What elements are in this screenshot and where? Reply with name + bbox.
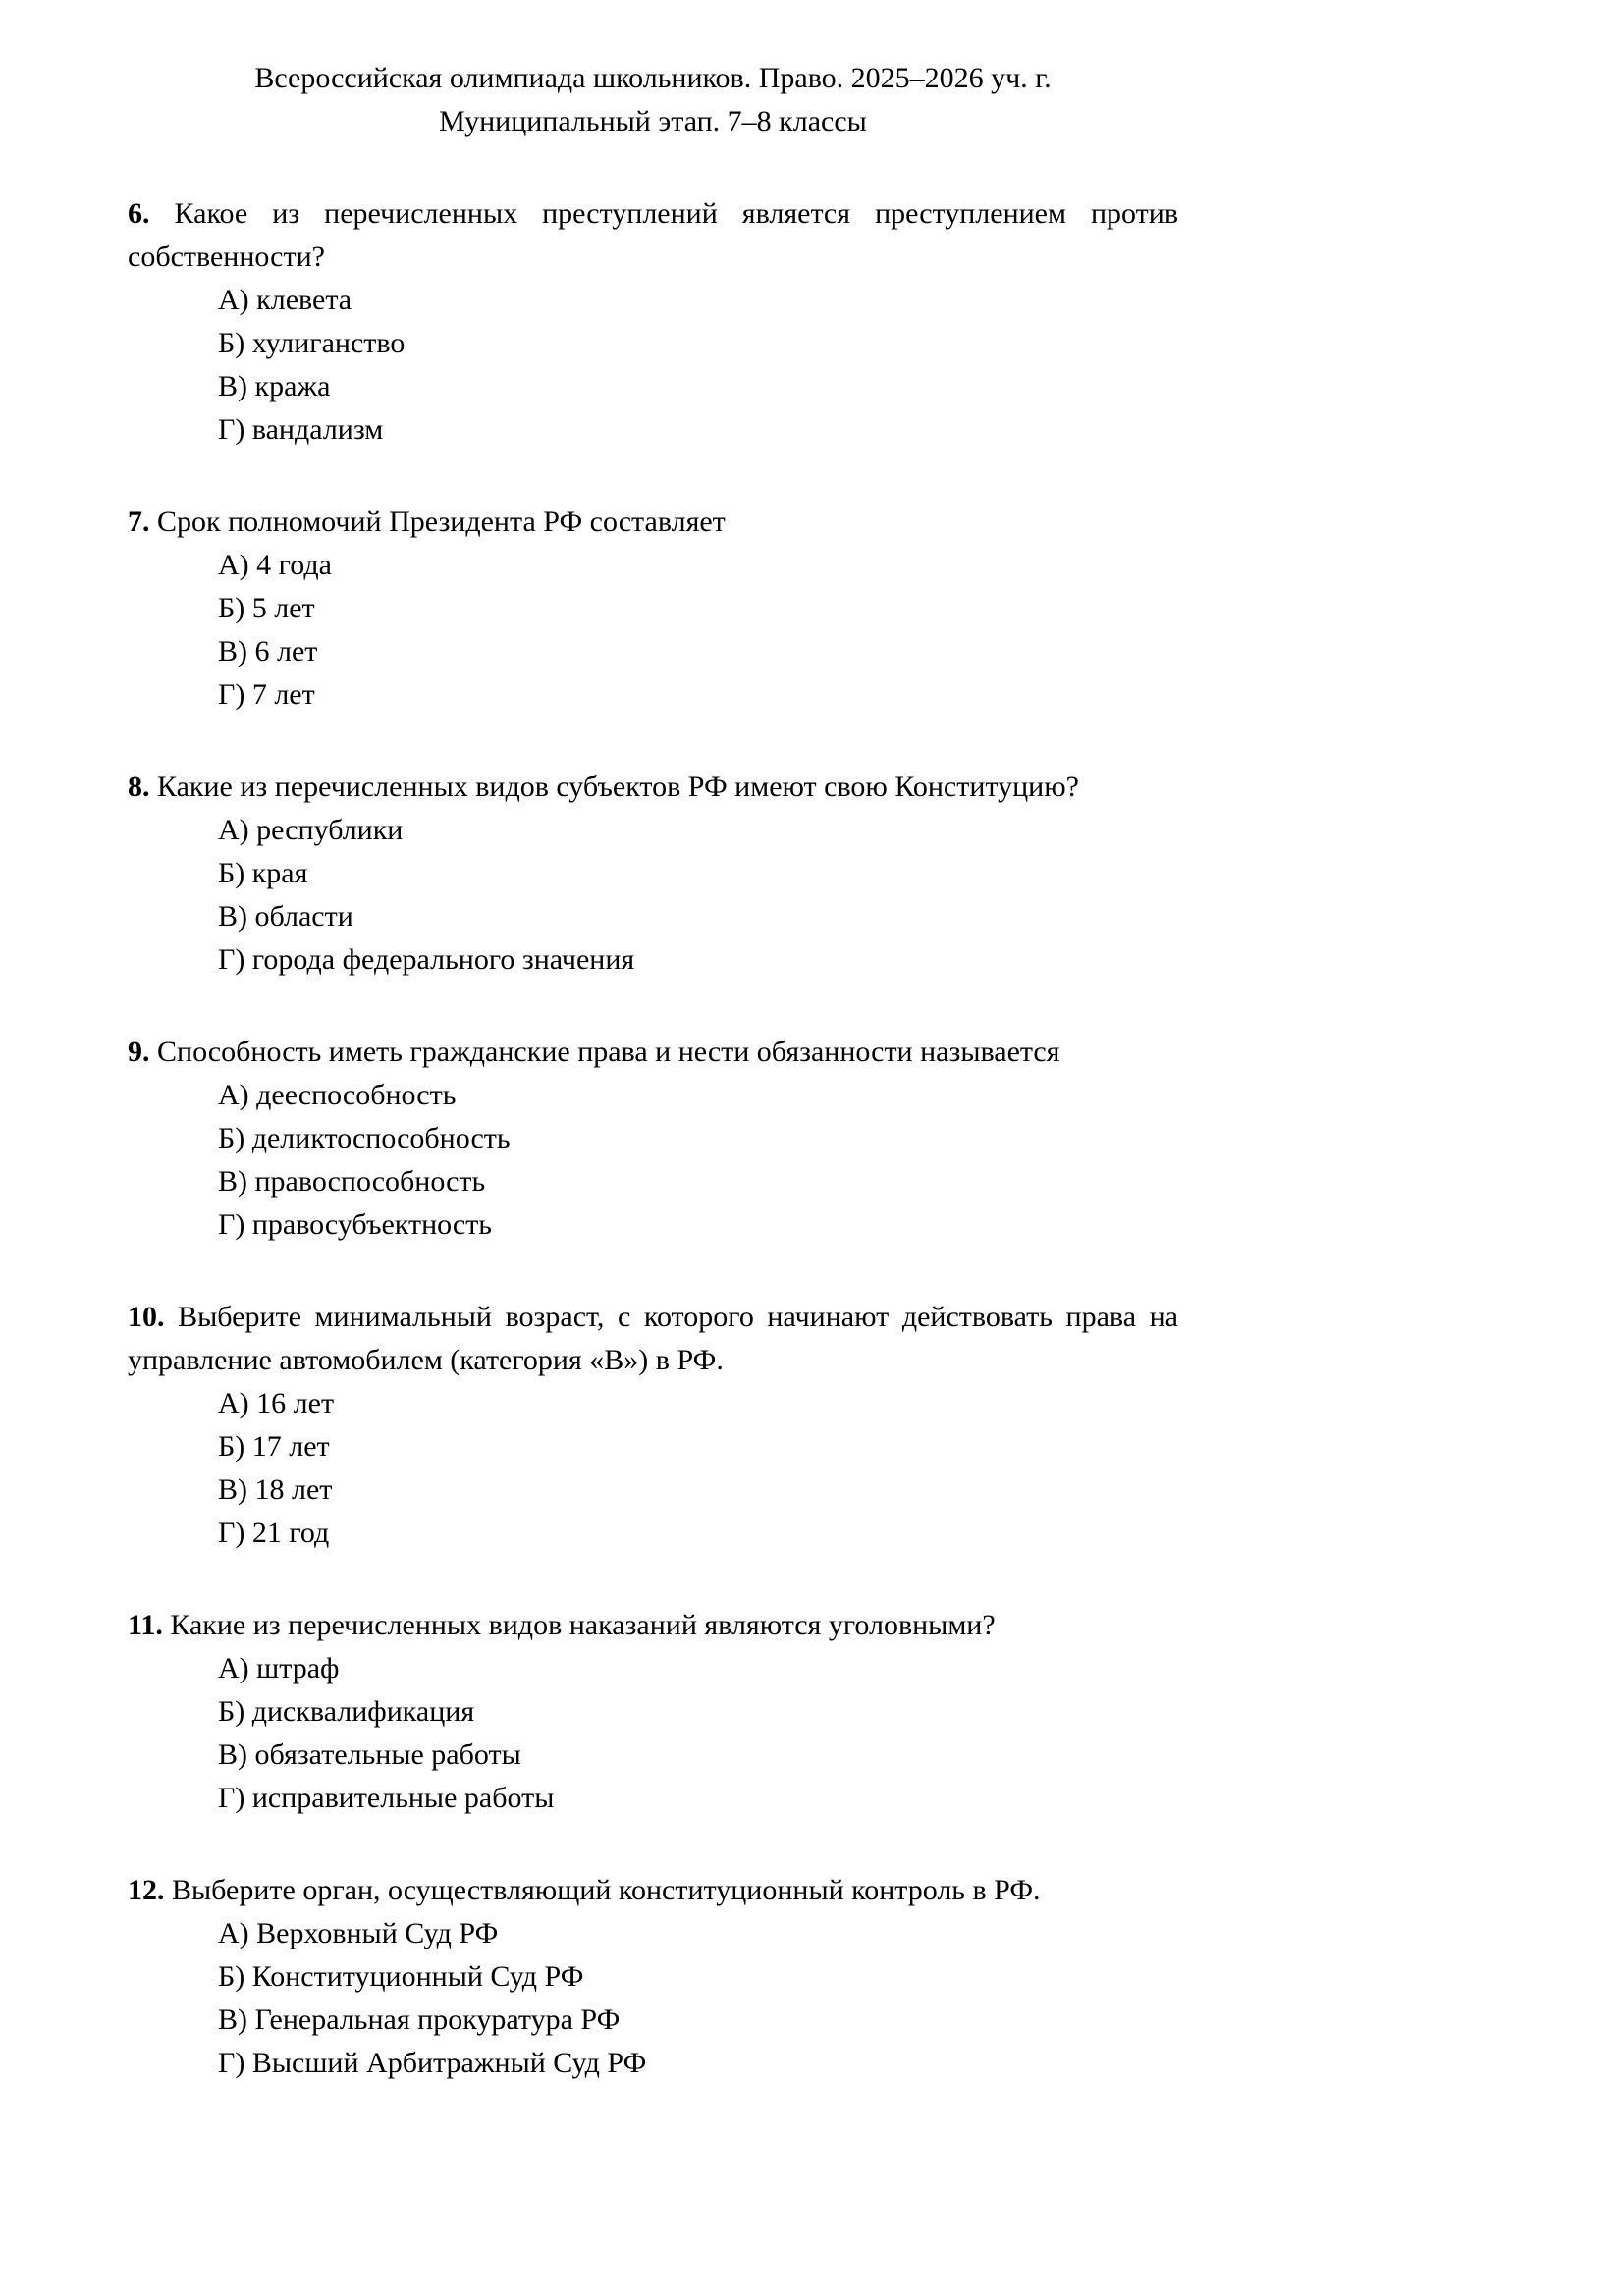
question-8-option-b: Б) края (218, 857, 308, 889)
question-7-body: Срок полномочий Президента РФ составляет (157, 506, 726, 538)
question-10-option-g: Г) 21 год (218, 1517, 330, 1549)
question-12-body: Выберите орган, осуществляющий конституционный контроль в РФ. (172, 1874, 1041, 1906)
question-10-text (128, 1296, 1178, 1382)
question-9-option-b: Б) деликтоспособность (218, 1122, 511, 1154)
question-8-number: 8. (128, 771, 150, 803)
question-7-option-b: Б) 5 лет (218, 592, 315, 624)
question-9 (128, 1031, 1178, 1247)
question-10-option-a: А) 16 лет (218, 1387, 335, 1419)
question-7-option-v: В) 6 лет (218, 635, 318, 667)
question-6-option-b: Б) хулиганство (218, 327, 406, 359)
question-11-number: 11. (128, 1609, 163, 1641)
question-7-option-a: А) 4 года (218, 549, 332, 581)
question-8-option-a: А) республики (218, 814, 404, 846)
question-6-option-v: В) кража (218, 370, 331, 402)
question-12-option-v: В) Генеральная прокуратура РФ (218, 2003, 621, 2036)
question-12-option-g: Г) Высший Арбитражный Суд РФ (218, 2047, 647, 2079)
question-11-option-v: В) обязательные работы (218, 1738, 521, 1771)
question-12-option-b: Б) Конституционный Суд РФ (218, 1960, 584, 1993)
question-8 (128, 766, 1178, 982)
question-7-text (128, 501, 1178, 544)
header-title-line: Всероссийская олимпиада школьников. Право. 2025–2026 уч. г. (254, 62, 1052, 94)
question-6-option-g: Г) вандализм (218, 413, 384, 446)
question-6-body: Какое из перечисленных преступлений является преступлением против собственности? (128, 197, 1178, 273)
question-10 (128, 1296, 1178, 1555)
document-header (128, 57, 1178, 143)
question-9-body: Способность иметь гражданские права и нести обязанности называется (157, 1036, 1060, 1068)
question-6 (128, 192, 1178, 452)
question-10-body: Выберите минимальный возраст, с которого начинают действовать права на управление автомобилем (категория «В») в РФ. (128, 1301, 1178, 1376)
header-stage-line: Муниципальный этап. 7–8 классы (439, 105, 867, 137)
question-11-option-b: Б) дисквалификация (218, 1695, 475, 1728)
question-9-option-v: В) правоспособность (218, 1165, 486, 1198)
question-6-text (128, 192, 1178, 279)
question-6-option-a: А) клевета (218, 284, 352, 316)
question-7-number: 7. (128, 506, 150, 538)
question-11-option-g: Г) исправительные работы (218, 1782, 555, 1814)
question-11-option-a: А) штраф (218, 1652, 340, 1684)
question-9-option-a: А) дееспособность (218, 1079, 457, 1111)
question-12-number: 12. (128, 1874, 165, 1906)
question-10-number: 10. (128, 1301, 165, 1333)
question-10-option-b: Б) 17 лет (218, 1430, 330, 1463)
question-10-option-v: В) 18 лет (218, 1473, 333, 1506)
question-11-body: Какие из перечисленных видов наказаний являются уголовными? (170, 1609, 996, 1641)
question-9-text (128, 1031, 1178, 1074)
question-12-text (128, 1869, 1178, 1912)
question-7 (128, 501, 1178, 717)
question-11-text (128, 1604, 1178, 1647)
question-9-option-g: Г) правосубъектность (218, 1208, 492, 1241)
question-9-number: 9. (128, 1036, 150, 1068)
question-8-option-g: Г) города федерального значения (218, 943, 635, 976)
question-7-option-g: Г) 7 лет (218, 678, 315, 711)
question-11 (128, 1604, 1178, 1820)
question-8-body: Какие из перечисленных видов субъектов РФ имеют свою Конституцию? (157, 771, 1079, 803)
question-6-number: 6. (128, 197, 150, 230)
question-12-option-a: А) Верховный Суд РФ (218, 1917, 499, 1949)
question-8-option-v: В) области (218, 900, 353, 933)
question-8-text (128, 766, 1178, 809)
question-12 (128, 1869, 1178, 2085)
